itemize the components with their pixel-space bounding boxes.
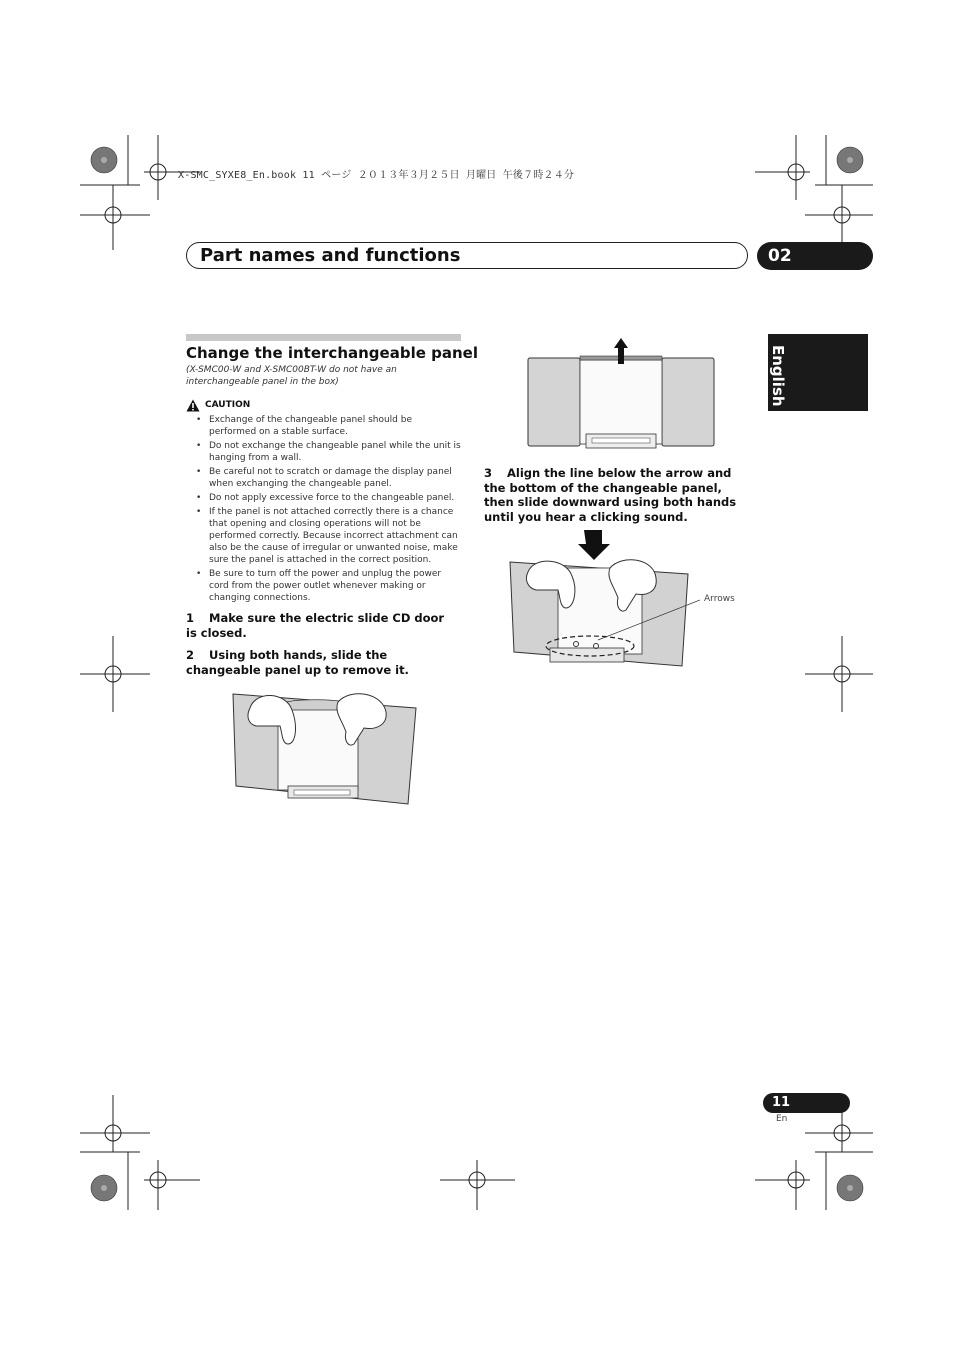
step-1 [186,611,458,640]
illustration-panel-removed [526,336,718,454]
step-text: Make sure the electric slide CD door is closed. [186,611,445,640]
illustration-remove-panel [226,686,422,806]
caution-label: CAUTION [205,400,251,410]
step-number: 1 [186,611,195,625]
figure-label-arrows: Arrows [704,594,735,604]
caution-item: • Do not apply excessive force to the changeable panel. [194,492,462,504]
caution-item: • Exchange of the changeable panel should be performed on a stable surface. [194,414,462,438]
step-text: Align the line below the arrow and the bottom of the changeable panel, then slide downward using both hands until you hear a clicking sound. [484,466,737,524]
section-rule [186,334,461,341]
caution-list [194,414,462,606]
caution-item: • Do not exchange the changeable panel while the unit is hanging from a wall. [194,440,462,464]
print-slug: X-SMC_SYXE8_En.book 11 ページ ２０１３年３月２５日 月曜日 午後７時２４分 [178,170,575,181]
step-number: 2 [186,648,195,662]
page-language: En [776,1114,788,1124]
caution-heading [186,398,250,412]
caution-item: • If the panel is not attached correctly there is a chance that opening and closing operations will not be performed correctly. Because incorrect attachment can also be the cause of irregular or unwanted noise, make sure the panel is attached in the correct position. [194,506,462,566]
step-3 [484,466,752,524]
caution-item: • Be sure to turn off the power and unplug the power cord from the power outlet whenever making or changing connections. [194,568,462,604]
step-text: Using both hands, slide the changeable panel up to remove it. [186,648,409,677]
caution-item: • Be careful not to scratch or damage the display panel when exchanging the changeable panel. [194,466,462,490]
section-note: (X-SMC00-W and X-SMC00BT-W do not have an interchangeable panel in the box) [186,365,397,387]
language-label: English [769,345,787,407]
chapter-number: 02 [768,246,792,266]
step-number: 3 [484,466,493,480]
section-title: Change the interchangeable panel [186,344,478,362]
page-number: 11 [772,1095,791,1110]
page-title: Part names and functions [200,245,461,266]
illustration-attach-panel [506,528,700,674]
step-2 [186,648,458,677]
warning-icon [186,399,200,412]
